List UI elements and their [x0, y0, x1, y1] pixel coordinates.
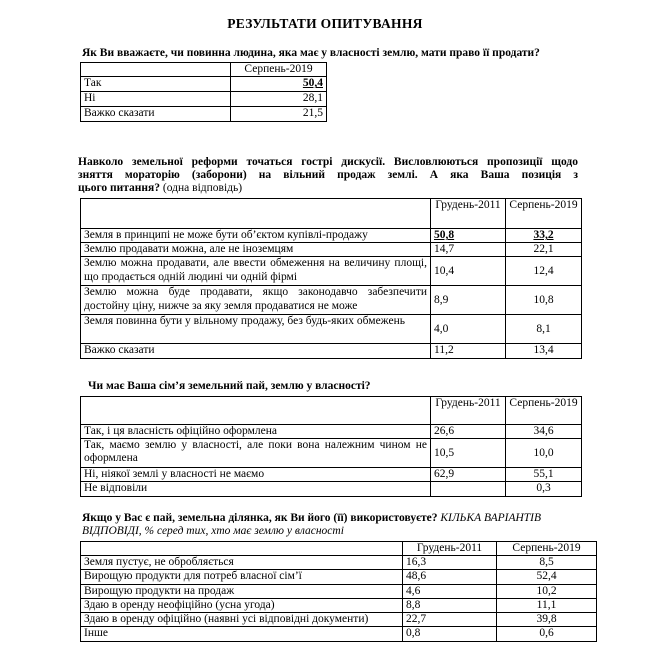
row-label: Вирощую продукти на продаж — [81, 584, 403, 598]
column-header-2019: Серпень-2019 — [497, 542, 597, 556]
row-value-text: 50,4 — [302, 77, 323, 90]
row-value-2011: 4,0 — [431, 315, 506, 344]
column-header-2019: Серпень-2019 — [506, 199, 582, 229]
row-label: Важко сказати — [81, 344, 431, 359]
row-value-2019: 13,4 — [506, 344, 582, 359]
question-3: Чи має Ваша сім’я земельний пай, землю у власності? — [88, 380, 371, 392]
question-4 — [82, 512, 582, 538]
row-value-2011: 22,7 — [403, 613, 497, 627]
row-label: Не відповіли — [81, 482, 431, 496]
row-label: Здаю в оренду неофіційно (усна угода) — [81, 598, 403, 612]
row-value-text: 50,8 — [434, 229, 455, 241]
row-label: Важко сказати — [81, 107, 231, 122]
row-label: Так, маємо землю у власності, але поки вона належним чином не оформлена — [81, 439, 431, 468]
row-value-2019: 39,8 — [497, 613, 597, 627]
row-value-2019: 12,4 — [506, 257, 582, 286]
row-value: 21,5 — [231, 107, 327, 122]
row-value-2019: 8,1 — [506, 315, 582, 344]
table-header-empty — [81, 397, 431, 425]
table-4 — [80, 541, 597, 642]
row-value-2019: 11,1 — [497, 598, 597, 612]
table-header-empty — [81, 63, 231, 77]
row-value-2019: 10,2 — [497, 584, 597, 598]
table-header-empty — [81, 542, 403, 556]
row-value-2019: 0,3 — [506, 482, 582, 496]
question-2-line-last — [78, 182, 578, 195]
row-value-2019: 10,8 — [506, 286, 582, 315]
question-2-note: (одна відповідь) — [162, 182, 243, 195]
row-label: Вирощую продукти для потреб власної сім’ї — [81, 570, 403, 584]
row-value-2011: 8,9 — [431, 286, 506, 315]
row-value-2011: 4,6 — [403, 584, 497, 598]
row-value-text: 33,2 — [533, 229, 554, 241]
question-2-line: зняття мораторію (заборони) на вільний продаж землі. А яка Ваша позиція з — [78, 169, 578, 182]
column-header: Серпень-2019 — [231, 63, 327, 77]
row-label: Так, і ця власність офіційно оформлена — [81, 425, 431, 439]
row-label: Землю продавати можна, але не іноземцям — [81, 243, 431, 257]
table-1 — [80, 62, 327, 122]
row-value — [231, 77, 327, 92]
row-value-2011: 10,5 — [431, 439, 506, 468]
row-value-2019: 52,4 — [497, 570, 597, 584]
row-label: Землю можна продавати, але ввести обмеження на величину площі, що продається одній людині чи одній фірмі — [81, 257, 431, 286]
question-4-note: КІЛЬКА ВАРІАНТІВ ВІДПОВІДІ, % серед тих, хто має землю у власності — [82, 512, 542, 538]
page-title: РЕЗУЛЬТАТИ ОПИТУВАННЯ — [227, 16, 423, 31]
row-label: Земля пустує, не обробляється — [81, 556, 403, 570]
row-value-2019: 55,1 — [506, 468, 582, 482]
row-value-2019: 34,6 — [506, 425, 582, 439]
column-header-2011: Грудень-2011 — [403, 542, 497, 556]
row-value-2011: 26,6 — [431, 425, 506, 439]
row-value-2019: 10,0 — [506, 439, 582, 468]
column-header-2011: Грудень-2011 — [431, 199, 506, 229]
column-header-2011: Грудень-2011 — [431, 397, 506, 425]
row-label: Здаю в оренду офіційно (наявні усі відповідні документи) — [81, 613, 403, 627]
table-header-empty — [81, 199, 431, 229]
row-label: Ні, ніякої землі у власності не маємо — [81, 468, 431, 482]
row-value-2011: 14,7 — [431, 243, 506, 257]
table-3 — [80, 396, 582, 497]
row-value-2011: 48,6 — [403, 570, 497, 584]
row-label: Земля в принципі не може бути об’єктом купівлі-продажу — [81, 229, 431, 243]
row-label: Земля повинна бути у вільному продажу, без будь-яких обмежень — [81, 315, 431, 344]
row-value-2011: 62,9 — [431, 468, 506, 482]
row-label: Так — [81, 77, 231, 92]
question-2-text: цього питання? — [78, 182, 161, 195]
row-label: Ні — [81, 92, 231, 107]
row-value-2011: 0,8 — [403, 627, 497, 641]
column-header-2019: Серпень-2019 — [506, 397, 582, 425]
row-value-2011 — [431, 229, 506, 243]
question-1: Як Ви вважаєте, чи повинна людина, яка має у власності землю, мати право її продати? — [82, 47, 540, 59]
row-value-2011: 10,4 — [431, 257, 506, 286]
row-value-2019: 8,5 — [497, 556, 597, 570]
row-value-2011 — [431, 482, 506, 496]
table-2 — [80, 198, 582, 359]
row-value-2011: 11,2 — [431, 344, 506, 359]
row-value-2019: 22,1 — [506, 243, 582, 257]
row-value-2011: 8,8 — [403, 598, 497, 612]
question-4-text: Якщо у Вас є пай, земельна ділянка, як Ви його (її) використовуєте? — [82, 512, 438, 524]
row-value-2019 — [506, 229, 582, 243]
question-2 — [78, 156, 578, 196]
row-value: 28,1 — [231, 92, 327, 107]
row-value-2019: 0,6 — [497, 627, 597, 641]
row-label: Інше — [81, 627, 403, 641]
row-value-2011: 16,3 — [403, 556, 497, 570]
row-label: Землю можна буде продавати, якщо законодавчо забезпечити достойну ціну, нижче за яку земля продаватися не може — [81, 286, 431, 315]
question-2-line: Навколо земельної реформи точаться гострі дискусії. Висловлюються пропозиції щодо — [78, 156, 578, 168]
